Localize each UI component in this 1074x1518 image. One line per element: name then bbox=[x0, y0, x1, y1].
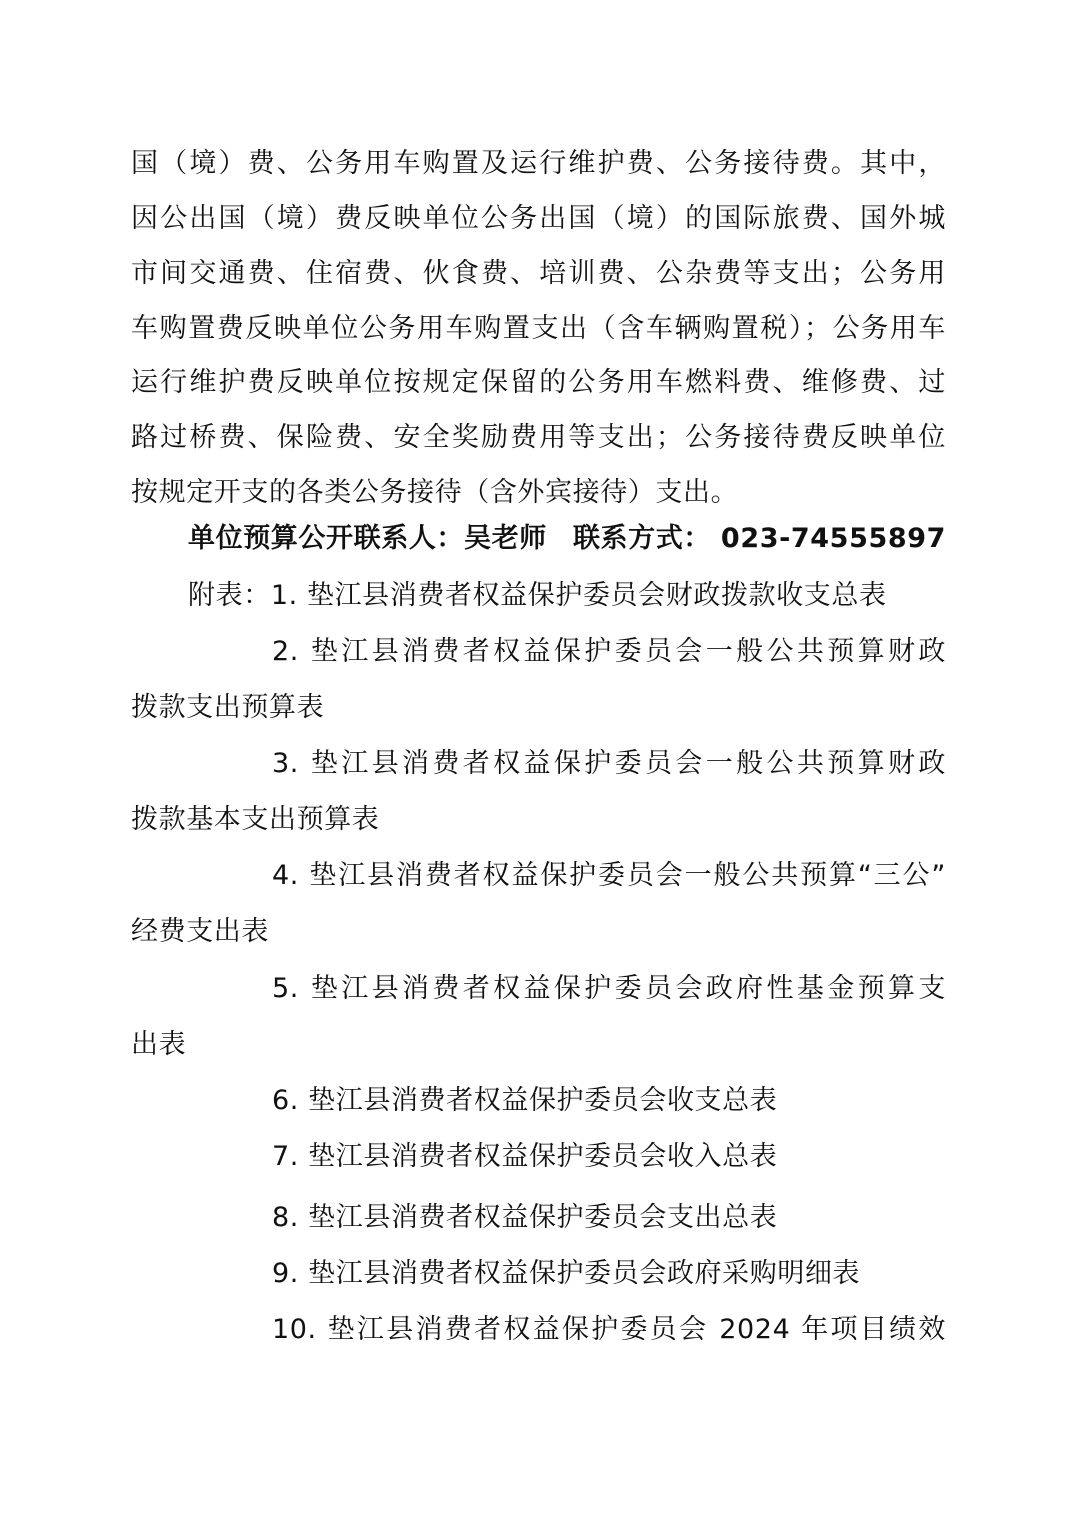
attachment-item-5-line-2: 出表 bbox=[131, 1029, 187, 1060]
attachment-prefix: 附表： bbox=[188, 580, 271, 611]
attachment-item-1-text: 1. 垫江县消费者权益保护委员会财政拨款收支总表 bbox=[270, 580, 887, 611]
attachment-item-8: 8. 垫江县消费者权益保护委员会支出总表 bbox=[272, 1202, 778, 1233]
attachment-item-7: 7. 垫江县消费者权益保护委员会收入总表 bbox=[272, 1141, 778, 1172]
body-line-4: 车购置费反映单位公务用车购置支出（含车辆购置税）；公务用车 bbox=[131, 313, 946, 344]
body-line-1: 国（境）费、公务用车购置及运行维护费、公务接待费。其中， bbox=[131, 148, 946, 179]
attachment-item-2-line-1: 2. 垫江县消费者权益保护委员会一般公共预算财政 bbox=[272, 636, 946, 667]
attachment-item-5-line-1: 5. 垫江县消费者权益保护委员会政府性基金预算支 bbox=[272, 973, 946, 1004]
attachment-item-2-line-2: 拨款支出预算表 bbox=[131, 692, 325, 723]
contact-phone: 联系方式： 023-74555897 bbox=[572, 523, 946, 554]
attachment-item-3-line-1: 3. 垫江县消费者权益保护委员会一般公共预算财政 bbox=[272, 748, 946, 779]
attachment-item-4-line-1: 4. 垫江县消费者权益保护委员会一般公共预算“三公” bbox=[272, 860, 946, 891]
contact-line bbox=[188, 521, 946, 557]
attachment-item-3-line-2: 拨款基本支出预算表 bbox=[131, 804, 380, 835]
attachment-item-1 bbox=[188, 578, 946, 614]
body-line-6: 路过桥费、保险费、安全奖励费用等支出；公务接待费反映单位 bbox=[131, 422, 946, 453]
body-line-5: 运行维护费反映单位按规定保留的公务用车燃料费、维修费、过 bbox=[131, 367, 946, 398]
body-line-7: 按规定开支的各类公务接待（含外宾接待）支出。 bbox=[131, 477, 739, 508]
attachment-item-10: 10. 垫江县消费者权益保护委员会 2024 年项目绩效 bbox=[272, 1314, 946, 1345]
attachment-item-6: 6. 垫江县消费者权益保护委员会收支总表 bbox=[272, 1085, 778, 1116]
contact-person: 单位预算公开联系人：吴老师 bbox=[188, 523, 547, 554]
attachment-item-9: 9. 垫江县消费者权益保护委员会政府采购明细表 bbox=[272, 1258, 861, 1289]
body-line-3: 市间交通费、住宿费、伙食费、培训费、公杂费等支出；公务用 bbox=[131, 258, 946, 289]
body-line-2: 因公出国（境）费反映单位公务出国（境）的国际旅费、国外城 bbox=[131, 203, 946, 234]
attachment-item-4-line-2: 经费支出表 bbox=[131, 916, 269, 947]
